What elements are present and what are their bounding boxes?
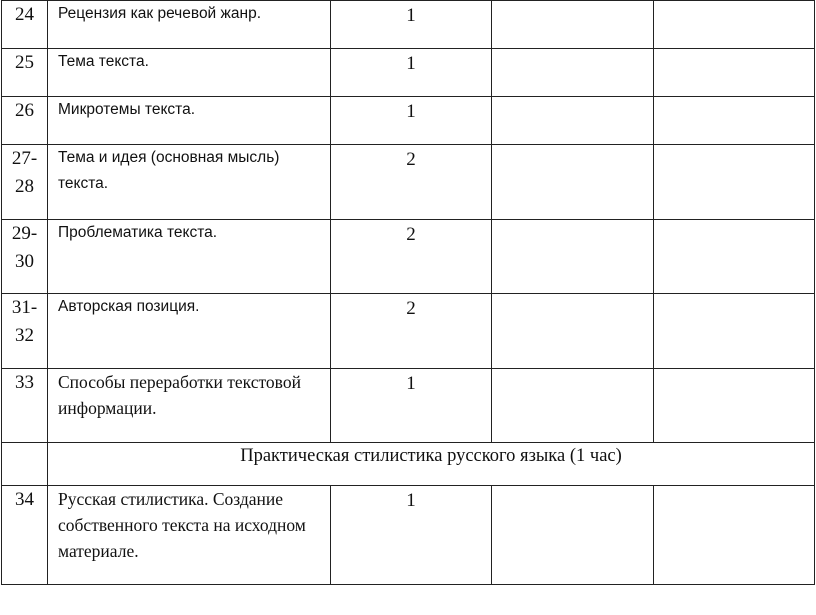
empty-cell: [492, 1, 654, 49]
lesson-hours-cell: 1: [331, 1, 492, 49]
lesson-hours-cell: 1: [331, 369, 492, 443]
table-row: [2, 220, 815, 294]
lesson-topic-cell: Авторская позиция.: [48, 294, 331, 369]
lesson-number-cell: 27- 28: [2, 145, 48, 220]
empty-cell: [654, 369, 815, 443]
table-row: [2, 1, 815, 49]
lesson-hours-cell: 2: [331, 220, 492, 294]
lesson-number-cell: 33: [2, 369, 48, 443]
lesson-hours-cell: 1: [331, 486, 492, 585]
lesson-topic-cell: Рецензия как речевой жанр.: [48, 1, 331, 49]
empty-cell: [654, 220, 815, 294]
table-row: [2, 294, 815, 369]
lesson-number-cell: 31- 32: [2, 294, 48, 369]
empty-cell: [654, 145, 815, 220]
empty-cell: [492, 486, 654, 585]
table-row: [2, 369, 815, 443]
empty-cell: [654, 97, 815, 145]
lesson-number-cell: 24: [2, 1, 48, 49]
empty-cell: [654, 294, 815, 369]
table-row: [2, 97, 815, 145]
empty-cell: [492, 369, 654, 443]
empty-cell: [654, 1, 815, 49]
empty-cell: [492, 145, 654, 220]
lesson-topic-cell: Способы переработки текстовой информации.: [48, 369, 331, 443]
lesson-hours-cell: 2: [331, 294, 492, 369]
section-header-row: [2, 443, 815, 486]
table-row: [2, 145, 815, 220]
empty-cell: [492, 49, 654, 97]
empty-cell: [492, 220, 654, 294]
lesson-number-cell: 26: [2, 97, 48, 145]
lesson-number-cell: 29- 30: [2, 220, 48, 294]
empty-cell: [492, 294, 654, 369]
lesson-number-cell: 25: [2, 49, 48, 97]
section-title: Практическая стилистика русского языка (1 час): [48, 443, 815, 486]
empty-cell: [654, 486, 815, 585]
lesson-topic-cell: Тема текста.: [48, 49, 331, 97]
lesson-topic-cell: Тема и идея (основная мысль) текста.: [48, 145, 331, 220]
empty-cell: [654, 49, 815, 97]
lesson-topic-cell: Русская стилистика. Создание собственного текста на исходном материале.: [48, 486, 331, 585]
lesson-topic-cell: Проблематика текста.: [48, 220, 331, 294]
table-row: [2, 49, 815, 97]
lesson-hours-cell: 1: [331, 49, 492, 97]
table-row: [2, 486, 815, 585]
curriculum-table: [1, 0, 815, 585]
lesson-hours-cell: 2: [331, 145, 492, 220]
lesson-topic-cell: Микротемы текста.: [48, 97, 331, 145]
lesson-number-cell: 34: [2, 486, 48, 585]
empty-cell: [492, 97, 654, 145]
empty-cell: [2, 443, 48, 486]
lesson-hours-cell: 1: [331, 97, 492, 145]
